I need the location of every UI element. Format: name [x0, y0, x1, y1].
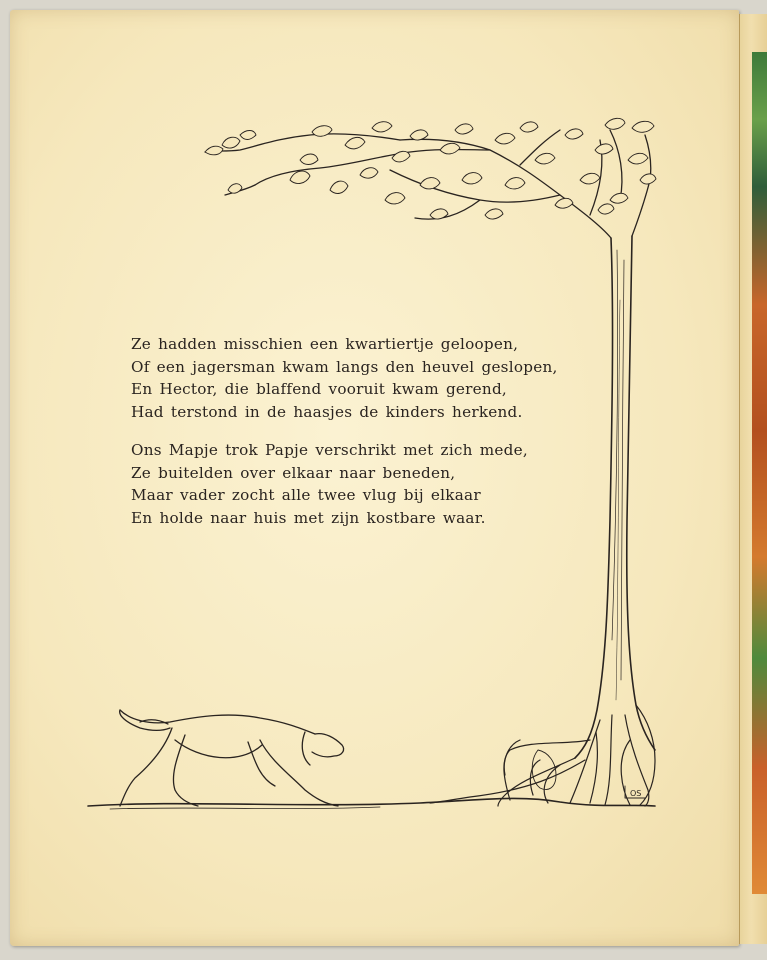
- poem-line: Maar vader zocht alle twee vlug bij elkaar: [131, 486, 481, 504]
- poem-line: Of een jagersman kwam langs den heuvel geslopen,: [131, 357, 558, 376]
- poem-line: Had terstond in de haasjes de kinders herkend.: [131, 402, 523, 421]
- stanza-1: [131, 333, 591, 423]
- poem: [131, 333, 591, 545]
- dog-hector: [120, 710, 344, 806]
- poem-line: Ons Mapje trok Papje verschrikt met zich mede,: [131, 441, 528, 459]
- poem-line: Ze buitelden over elkaar naar beneden,: [131, 463, 456, 482]
- poem-line: En Hector, die blaffend vooruit kwam gerend,: [131, 380, 507, 398]
- oak-leaves: [205, 118, 656, 219]
- stanza-2: [131, 439, 591, 529]
- poem-line: Ze hadden misschien een kwartiertje geloopen,: [131, 335, 519, 353]
- hidden-hare: [532, 750, 556, 789]
- artist-monogram: OS: [630, 789, 642, 798]
- tree-roots: [430, 705, 655, 806]
- poem-line: En holde naar huis met zijn kostbare waar.: [131, 508, 486, 527]
